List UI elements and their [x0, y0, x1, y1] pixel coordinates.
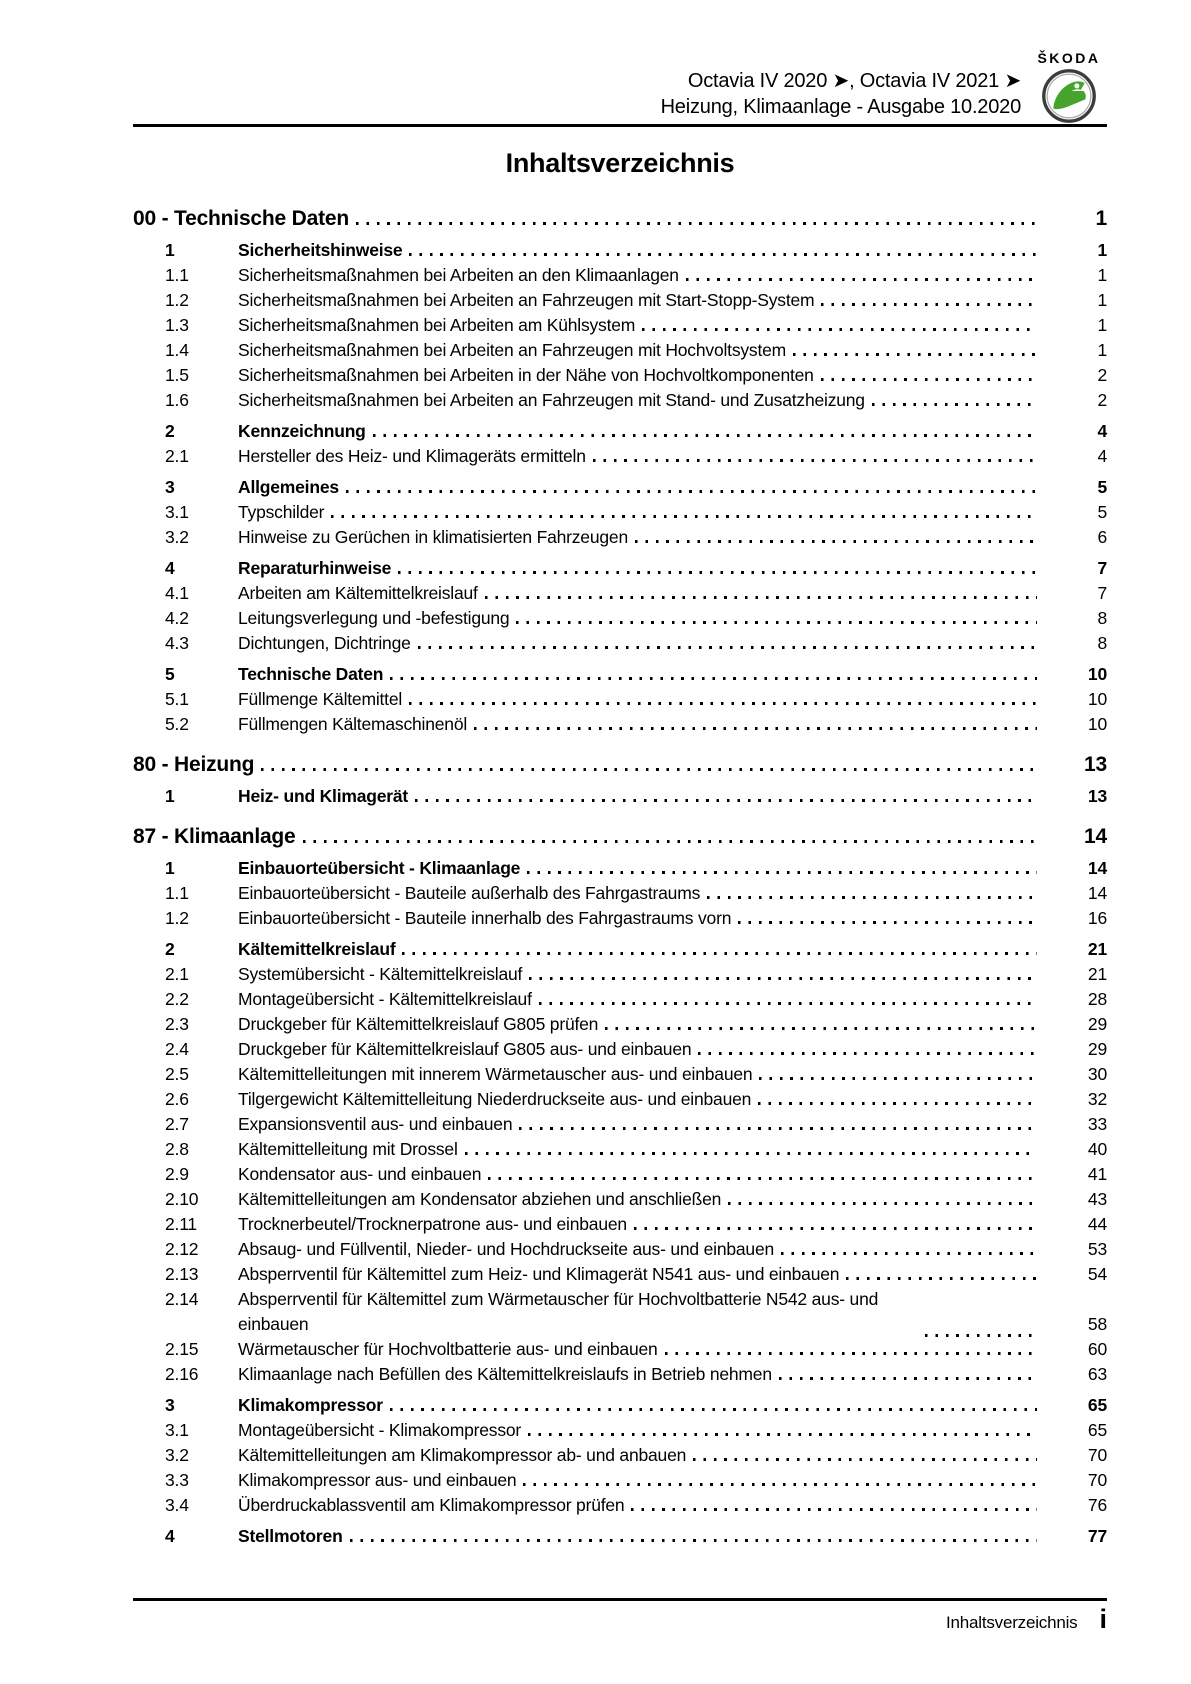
dot-leader — [527, 871, 1037, 874]
page-footer — [133, 1598, 1107, 1634]
dot-leader — [346, 490, 1037, 493]
toc-entry[interactable] — [165, 1237, 1107, 1262]
entry-page-number: 29 — [1087, 1014, 1107, 1034]
entry-page-number: 1 — [1097, 240, 1107, 260]
entry-page-number: 58 — [1087, 1314, 1107, 1334]
toc-entry[interactable] — [165, 444, 1107, 469]
toc-entry[interactable] — [165, 263, 1107, 288]
toc-entry[interactable] — [165, 581, 1107, 606]
entry-title: Kältemittelkreislauf — [238, 939, 396, 959]
entry-title: Kältemittelleitungen am Klimakompressor ab- und anbauen — [238, 1445, 687, 1465]
toc-entry[interactable] — [165, 1493, 1107, 1518]
entry-number: 2 — [165, 421, 175, 441]
toc-entry[interactable] — [165, 525, 1107, 550]
dot-leader — [409, 253, 1037, 256]
entry-number: 3.2 — [165, 527, 189, 547]
entry-number: 4 — [165, 558, 175, 578]
dot-leader — [758, 1102, 1037, 1105]
toc-entry[interactable] — [165, 1362, 1107, 1387]
dot-leader — [707, 896, 1037, 899]
entry-number: 2.16 — [165, 1364, 199, 1384]
dot-leader — [529, 977, 1037, 980]
entry-page-number: 65 — [1087, 1420, 1107, 1440]
toc-list — [133, 205, 1107, 1549]
dot-leader — [261, 768, 1037, 771]
toc-entry[interactable] — [165, 1012, 1107, 1037]
entry-page-number: 1 — [1097, 340, 1107, 360]
entry-number: 2.15 — [165, 1339, 199, 1359]
toc-entry[interactable] — [165, 906, 1107, 931]
entry-page-number: 43 — [1087, 1189, 1107, 1209]
entry-number: 3.1 — [165, 502, 189, 522]
entry-page-number: 33 — [1087, 1114, 1107, 1134]
entry-page-number: 21 — [1087, 964, 1107, 984]
dot-leader — [728, 1202, 1037, 1205]
entry-title: Technische Daten — [238, 664, 384, 684]
entry-page-number: 77 — [1087, 1526, 1107, 1546]
entry-page-number: 4 — [1097, 446, 1107, 466]
entry-title: Tilgergewicht Kältemittelleitung Niederdruckseite aus- und einbauen — [238, 1089, 752, 1109]
entry-number: 2.13 — [165, 1264, 199, 1284]
entry-title: Absperrventil für Kältemittel zum Heiz- und Klimagerät N541 aus- und einbauen — [238, 1264, 840, 1284]
entry-title: Allgemeines — [238, 477, 339, 497]
dot-leader — [738, 921, 1037, 924]
toc-entry[interactable] — [165, 1337, 1107, 1362]
dot-leader — [846, 1277, 1037, 1280]
toc-entry[interactable] — [165, 1262, 1107, 1287]
entry-number: 2.3 — [165, 1014, 189, 1034]
entry-page-number: 14 — [1087, 858, 1107, 878]
dot-leader — [516, 621, 1037, 624]
entry-number: 2 — [165, 939, 175, 959]
entry-page-number: 8 — [1097, 633, 1107, 653]
toc-entry[interactable] — [165, 1418, 1107, 1443]
entry-title: Druckgeber für Kältemittelkreislauf G805 prüfen — [238, 1014, 599, 1034]
dot-leader — [356, 222, 1037, 225]
entry-number: 4.2 — [165, 608, 189, 628]
entry-page-number: 28 — [1087, 989, 1107, 1009]
dot-leader — [331, 515, 1037, 518]
dot-leader — [409, 702, 1037, 705]
entry-page-number: 1 — [1095, 207, 1107, 230]
entry-number: 4 — [165, 1526, 175, 1546]
entry-title: Hersteller des Heiz- und Klimageräts ermitteln — [238, 446, 586, 466]
toc-entry[interactable] — [165, 1037, 1107, 1062]
skoda-logo-text: ŠKODA — [1037, 50, 1101, 66]
toc-entry[interactable] — [165, 784, 1107, 809]
dot-leader — [303, 840, 1037, 843]
entry-page-number: 53 — [1087, 1239, 1107, 1259]
entry-page-number: 76 — [1087, 1495, 1107, 1515]
entry-title: Expansionsventil aus- und einbauen — [238, 1114, 513, 1134]
entry-title: Sicherheitshinweise — [238, 240, 403, 260]
entry-title: Arbeiten am Kältemittelkreislauf — [238, 583, 478, 603]
toc-entry[interactable] — [165, 606, 1107, 631]
entry-title: Einbauorteübersicht - Bauteile außerhalb des Fahrgastraums — [238, 883, 701, 903]
entry-page-number: 13 — [1084, 753, 1107, 776]
entry-number: 2.8 — [165, 1139, 189, 1159]
entry-number: 2.12 — [165, 1239, 199, 1259]
dot-leader — [418, 646, 1037, 649]
dot-leader — [631, 1508, 1037, 1511]
entry-page-number: 65 — [1087, 1395, 1107, 1415]
dot-leader — [350, 1539, 1037, 1542]
entry-title: 80 - Heizung — [133, 753, 255, 776]
entry-title: Kältemittelleitungen mit innerem Wärmetauscher aus- und einbauen — [238, 1064, 753, 1084]
entry-number: 5.1 — [165, 689, 189, 709]
entry-page-number: 41 — [1087, 1164, 1107, 1184]
entry-page-number: 7 — [1097, 558, 1107, 578]
entry-page-number: 7 — [1097, 583, 1107, 603]
toc-entry[interactable] — [165, 1287, 1107, 1337]
dot-leader — [485, 596, 1037, 599]
entry-page-number: 10 — [1087, 714, 1107, 734]
toc-entry[interactable] — [165, 987, 1107, 1012]
dot-leader — [686, 278, 1037, 281]
toc-entry[interactable] — [165, 1137, 1107, 1162]
toc-entry[interactable] — [165, 1087, 1107, 1112]
entry-number: 1.2 — [165, 290, 189, 310]
dot-leader — [635, 540, 1037, 543]
entry-number: 1.2 — [165, 908, 189, 928]
entry-title: Dichtungen, Dichtringe — [238, 633, 411, 653]
toc-entry[interactable] — [165, 338, 1107, 363]
entry-number: 1.6 — [165, 390, 189, 410]
entry-page-number: 6 — [1097, 527, 1107, 547]
entry-title: Druckgeber für Kältemittelkreislauf G805 aus- und einbauen — [238, 1039, 692, 1059]
toc-entry[interactable] — [133, 823, 1107, 850]
toc-entry[interactable] — [165, 881, 1107, 906]
dot-leader — [539, 1002, 1037, 1005]
dot-leader — [398, 571, 1037, 574]
entry-number: 1 — [165, 786, 175, 806]
entry-title: Klimakompressor — [238, 1395, 383, 1415]
dot-leader — [415, 799, 1037, 802]
toc-entry[interactable] — [165, 500, 1107, 525]
entry-number: 4.1 — [165, 583, 189, 603]
dot-leader — [872, 403, 1037, 406]
page-title: Inhaltsverzeichnis — [505, 148, 735, 178]
dot-leader — [465, 1152, 1037, 1155]
dot-leader — [642, 328, 1037, 331]
entry-title: Kältemittelleitung mit Drossel — [238, 1139, 458, 1159]
footer-page-number: i — [1099, 1604, 1107, 1634]
entry-page-number: 5 — [1097, 502, 1107, 522]
entry-page-number: 1 — [1097, 290, 1107, 310]
dot-leader — [925, 1334, 1037, 1337]
entry-page-number: 70 — [1087, 1470, 1107, 1490]
entry-title: Heiz- und Klimagerät — [238, 786, 409, 806]
entry-page-number: 8 — [1097, 608, 1107, 628]
toc-entry[interactable] — [165, 363, 1107, 388]
toc-entry[interactable] — [165, 419, 1107, 444]
entry-number: 2.10 — [165, 1189, 199, 1209]
entry-number: 2.6 — [165, 1089, 189, 1109]
entry-page-number: 13 — [1087, 786, 1107, 806]
toc-entry[interactable] — [165, 687, 1107, 712]
dot-leader — [390, 1408, 1037, 1411]
toc-entry[interactable] — [165, 238, 1107, 263]
dot-leader — [390, 677, 1037, 680]
dot-leader — [523, 1483, 1037, 1486]
entry-title: Einbauorteübersicht - Bauteile innerhalb des Fahrgastraums vorn — [238, 908, 732, 928]
toc-entry[interactable] — [165, 1212, 1107, 1237]
page-header — [133, 0, 1107, 127]
toc-entry[interactable] — [165, 631, 1107, 656]
header-text — [661, 68, 1031, 124]
entry-number: 1 — [165, 240, 175, 260]
dot-leader — [519, 1127, 1037, 1130]
entry-page-number: 30 — [1087, 1064, 1107, 1084]
entry-title: Kältemittelleitungen am Kondensator abziehen und anschließen — [238, 1189, 722, 1209]
entry-title: Trocknerbeutel/Trocknerpatrone aus- und einbauen — [238, 1214, 627, 1234]
entry-page-number: 14 — [1087, 883, 1107, 903]
toc-entry[interactable] — [165, 962, 1107, 987]
entry-title: Sicherheitsmaßnahmen bei Arbeiten in der Nähe von Hochvoltkomponenten — [238, 365, 814, 385]
entry-number: 2.11 — [165, 1214, 197, 1234]
entry-number: 1.4 — [165, 340, 189, 360]
entry-title: Absaug- und Füllventil, Nieder- und Hochdruckseite aus- und einbauen — [238, 1239, 775, 1259]
toc-entry[interactable] — [133, 751, 1107, 778]
entry-number: 2.7 — [165, 1114, 189, 1134]
entry-title: Klimaanlage nach Befüllen des Kältemittelkreislaufs in Betrieb nehmen — [238, 1364, 772, 1384]
entry-number: 2.1 — [165, 446, 189, 466]
entry-number: 1.1 — [165, 883, 189, 903]
entry-title: Füllmengen Kältemaschinenöl — [238, 714, 468, 734]
entry-number: 3.3 — [165, 1470, 189, 1490]
toc-entry[interactable] — [165, 388, 1107, 413]
toc-entry[interactable] — [165, 1187, 1107, 1212]
toc-entry[interactable] — [165, 556, 1107, 581]
entry-page-number: 14 — [1084, 825, 1107, 848]
dot-leader — [793, 353, 1037, 356]
entry-page-number: 70 — [1087, 1445, 1107, 1465]
entry-page-number: 29 — [1087, 1039, 1107, 1059]
entry-page-number: 63 — [1087, 1364, 1107, 1384]
toc-entry[interactable] — [165, 1062, 1107, 1087]
dot-leader — [593, 459, 1037, 462]
entry-title: Reparaturhinweise — [238, 558, 392, 578]
entry-title: Montageübersicht - Kältemittelkreislauf — [238, 989, 532, 1009]
entry-title: Sicherheitsmaßnahmen bei Arbeiten an den Klimaanlagen — [238, 265, 679, 285]
entry-page-number: 32 — [1087, 1089, 1107, 1109]
toc-entry[interactable] — [133, 205, 1107, 232]
toc-entry[interactable] — [165, 662, 1107, 687]
entry-number: 5.2 — [165, 714, 189, 734]
entry-title: Sicherheitsmaßnahmen bei Arbeiten an Fahrzeugen mit Hochvoltsystem — [238, 340, 787, 360]
toc-entry[interactable] — [165, 937, 1107, 962]
entry-title: 00 - Technische Daten — [133, 207, 349, 230]
header-model-line: Octavia IV 2020 ➤, Octavia IV 2021 ➤ — [687, 70, 1021, 92]
entry-number: 3.4 — [165, 1495, 189, 1515]
dot-leader — [781, 1252, 1037, 1255]
entry-page-number: 10 — [1087, 664, 1107, 684]
entry-title: Kennzeichnung — [238, 421, 366, 441]
entry-title: Hinweise zu Gerüchen in klimatisierten Fahrzeugen — [238, 527, 628, 547]
skoda-logo-icon — [1041, 68, 1097, 124]
entry-page-number: 16 — [1087, 908, 1107, 928]
entry-title: Füllmenge Kältemittel — [238, 689, 403, 709]
toc-entry[interactable] — [165, 1162, 1107, 1187]
entry-page-number: 4 — [1097, 421, 1107, 441]
toc-entry[interactable] — [165, 1112, 1107, 1137]
entry-number: 2.14 — [165, 1289, 199, 1309]
entry-number: 5 — [165, 664, 175, 684]
toc-entry[interactable] — [165, 1393, 1107, 1418]
dot-leader — [605, 1027, 1037, 1030]
entry-title: Überdruckablassventil am Klimakompressor prüfen — [238, 1495, 625, 1515]
toc-entry[interactable] — [165, 1443, 1107, 1468]
entry-page-number: 44 — [1087, 1214, 1107, 1234]
entry-page-number: 60 — [1087, 1339, 1107, 1359]
entry-title: Typschilder — [238, 502, 325, 522]
entry-number: 3.1 — [165, 1420, 189, 1440]
dot-leader — [759, 1077, 1037, 1080]
entry-number: 2.9 — [165, 1164, 189, 1184]
entry-number: 1 — [165, 858, 175, 878]
entry-title: 87 - Klimaanlage — [133, 825, 296, 848]
entry-number: 2.1 — [165, 964, 189, 984]
toc-entry[interactable] — [165, 313, 1107, 338]
footer-section-label: Inhaltsverzeichnis — [945, 1613, 1078, 1632]
entry-number: 4.3 — [165, 633, 189, 653]
dot-leader — [634, 1227, 1037, 1230]
toc-entry[interactable] — [165, 1524, 1107, 1549]
skoda-logo — [1031, 50, 1107, 124]
entry-title: Klimakompressor aus- und einbauen — [238, 1470, 517, 1490]
dot-leader — [474, 727, 1037, 730]
dot-leader — [821, 378, 1037, 381]
entry-page-number: 10 — [1087, 689, 1107, 709]
dot-leader — [821, 303, 1037, 306]
entry-page-number: 21 — [1087, 939, 1107, 959]
entry-number: 2.4 — [165, 1039, 189, 1059]
entry-page-number: 40 — [1087, 1139, 1107, 1159]
dot-leader — [698, 1052, 1037, 1055]
dot-leader — [779, 1377, 1037, 1380]
entry-number: 1.1 — [165, 265, 189, 285]
entry-page-number: 5 — [1097, 477, 1107, 497]
entry-number: 2.2 — [165, 989, 189, 1009]
entry-title: Systemübersicht - Kältemittelkreislauf — [238, 964, 523, 984]
entry-number: 3 — [165, 1395, 175, 1415]
entry-title: Leitungsverlegung und -befestigung — [238, 608, 510, 628]
dot-leader — [402, 952, 1037, 955]
entry-page-number: 1 — [1097, 315, 1107, 335]
entry-number: 3 — [165, 477, 175, 497]
dot-leader — [373, 434, 1037, 437]
entry-page-number: 2 — [1097, 365, 1107, 385]
entry-title: Montageübersicht - Klimakompressor — [238, 1420, 522, 1440]
entry-title: Sicherheitsmaßnahmen bei Arbeiten an Fahrzeugen mit Stand- und Zusatzheizung — [238, 390, 865, 410]
entry-title: Sicherheitsmaßnahmen bei Arbeiten am Kühlsystem — [238, 315, 636, 335]
entry-title: Einbauorteübersicht - Klimaanlage — [238, 858, 521, 878]
header-edition-line: Heizung, Klimaanlage - Ausgabe 10.2020 — [660, 96, 1021, 118]
toc-entry[interactable] — [165, 475, 1107, 500]
dot-leader — [693, 1458, 1037, 1461]
entry-title: Wärmetauscher für Hochvoltbatterie aus- und einbauen — [238, 1339, 658, 1359]
entry-number: 2.5 — [165, 1064, 189, 1084]
entry-title: Sicherheitsmaßnahmen bei Arbeiten an Fahrzeugen mit Start-Stopp-System — [238, 290, 815, 310]
entry-number: 1.5 — [165, 365, 189, 385]
entry-page-number: 54 — [1087, 1264, 1107, 1284]
entry-number: 1.3 — [165, 315, 189, 335]
dot-leader — [665, 1352, 1037, 1355]
toc-entry[interactable] — [165, 712, 1107, 737]
toc-entry[interactable] — [165, 856, 1107, 881]
entry-number: 3.2 — [165, 1445, 189, 1465]
entry-page-number: 2 — [1097, 390, 1107, 410]
entry-title: Kondensator aus- und einbauen — [238, 1164, 482, 1184]
entry-title: Absperrventil für Kältemittel zum Wärmetauscher für Hochvoltbatterie N542 aus- und einbauen — [238, 1289, 879, 1334]
entry-title: Stellmotoren — [238, 1526, 343, 1546]
dot-leader — [528, 1433, 1037, 1436]
entry-page-number: 1 — [1097, 265, 1107, 285]
toc-entry[interactable] — [165, 288, 1107, 313]
dot-leader — [488, 1177, 1037, 1180]
toc-entry[interactable] — [165, 1468, 1107, 1493]
